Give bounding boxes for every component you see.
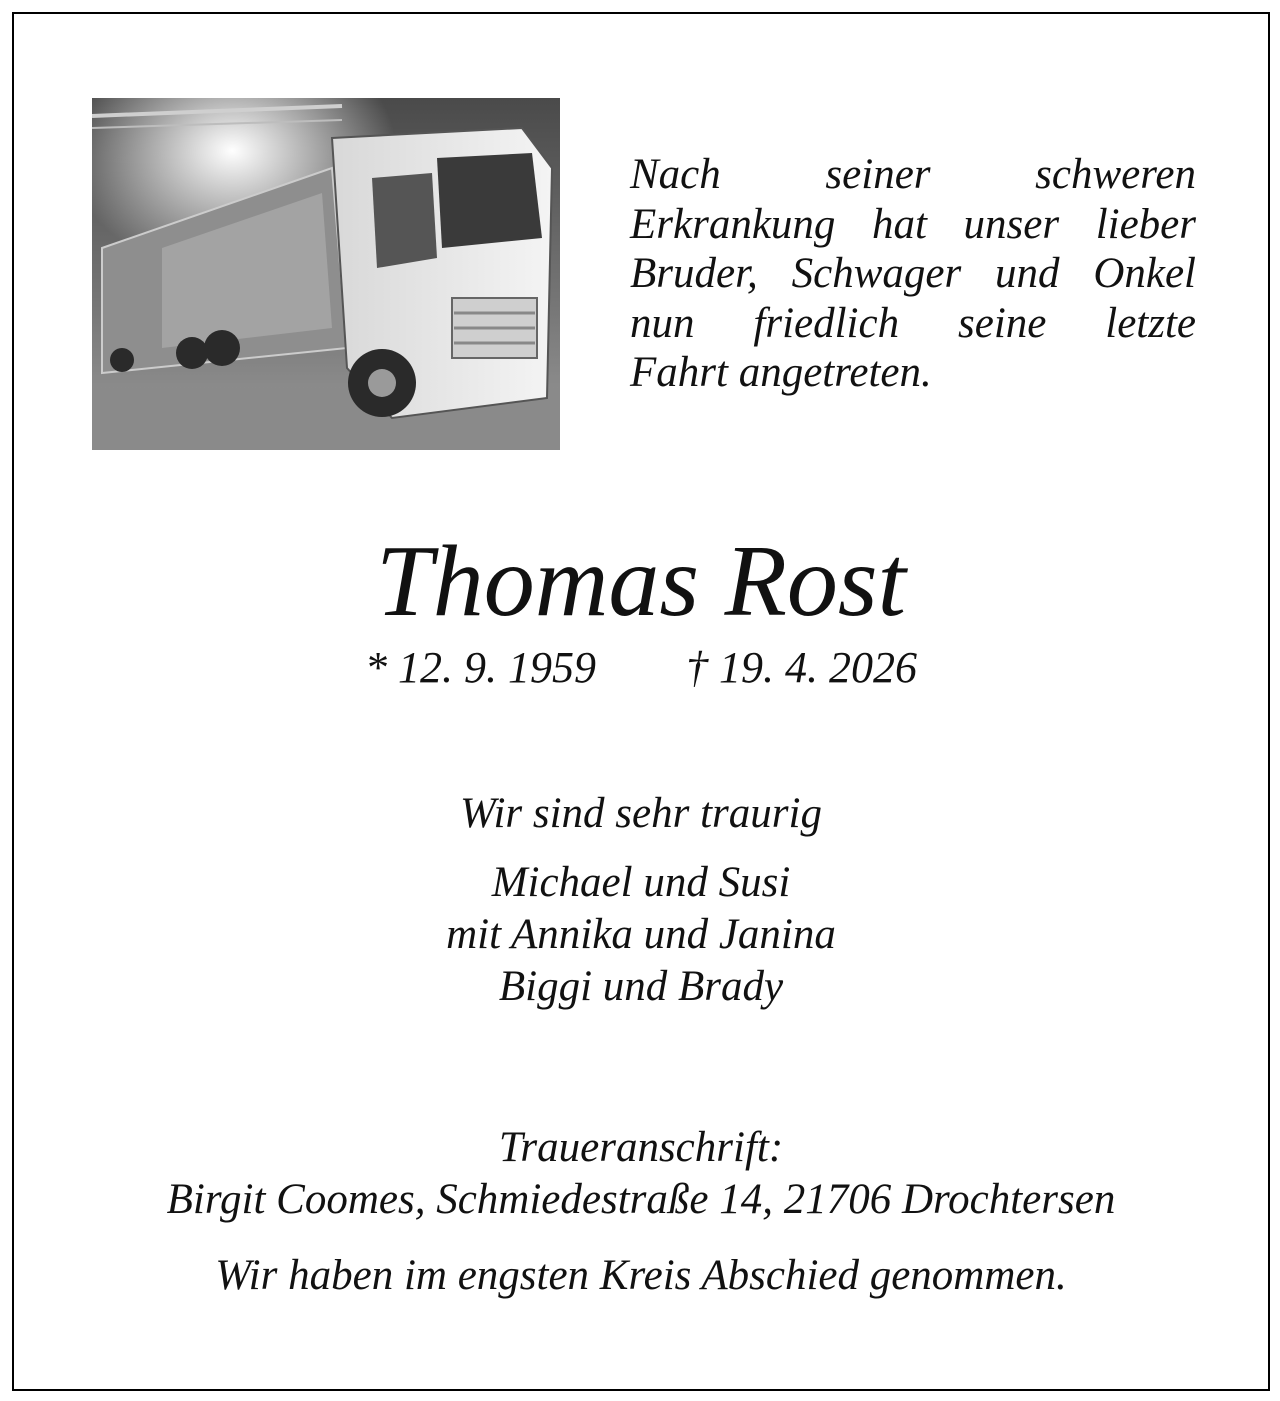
intro-line: Nach seiner schweren xyxy=(630,151,1196,198)
mourner-line: Michael und Susi xyxy=(491,859,791,906)
closing-text: Wir haben im engsten Kreis Abschied genommen. xyxy=(215,1252,1067,1299)
intro-line: Bruder, Schwager und Onkel xyxy=(630,250,1196,297)
mourner-line: Biggi und Brady xyxy=(498,963,784,1010)
intro-text xyxy=(630,150,1196,398)
truck-photo xyxy=(92,98,560,450)
birth-date: * 12. 9. 1959 xyxy=(365,643,596,692)
truck-photo-illustration xyxy=(92,98,560,450)
mourners-intro-text: Wir sind sehr traurig xyxy=(460,790,822,837)
mourners-intro xyxy=(14,788,1268,840)
intro-line: nun friedlich seine letzte xyxy=(630,299,1196,347)
mourners-list xyxy=(14,857,1268,1013)
obituary-frame xyxy=(12,12,1270,1391)
address-label: Traueranschrift: xyxy=(498,1124,784,1171)
deceased-name: Thomas Rost xyxy=(376,525,906,638)
death-date: † 19. 4. 2026 xyxy=(686,643,917,692)
intro-line: Fahrt angetreten. xyxy=(630,349,932,396)
intro-line: Erkrankung hat unser lieber xyxy=(630,200,1196,248)
mourner-line: mit Annika und Janina xyxy=(446,911,836,958)
address-block xyxy=(14,1122,1268,1226)
address-text: Birgit Coomes, Schmiedestraße 14, 21706 Drochtersen xyxy=(166,1176,1116,1223)
life-dates xyxy=(14,642,1268,694)
closing-line xyxy=(14,1250,1268,1302)
